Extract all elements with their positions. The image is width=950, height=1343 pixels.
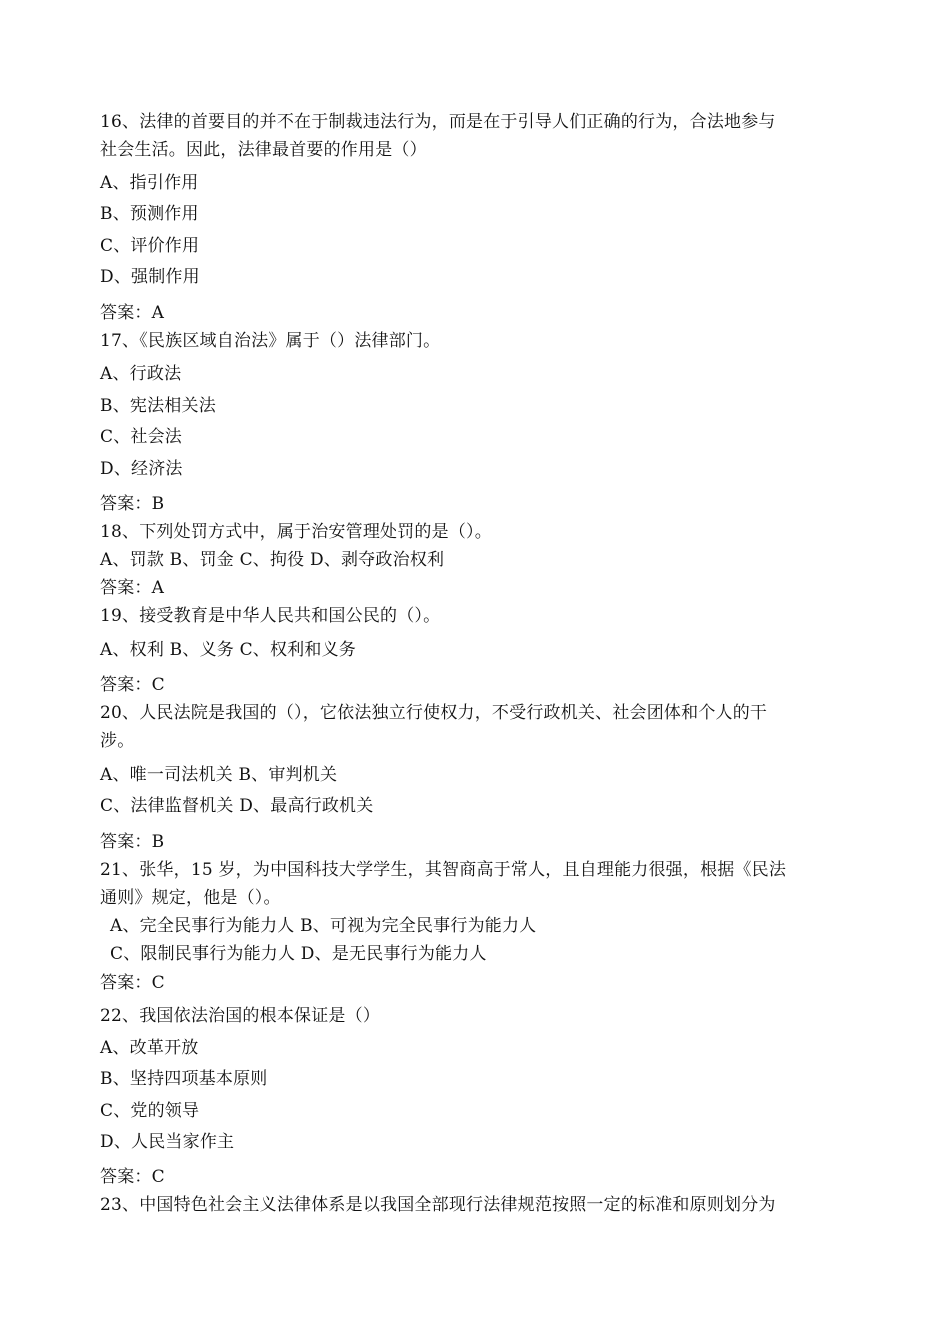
question-21-stem: 21、张华，15 岁，为中国科技大学学生，其智商高于常人，且自理能力很强，根据《民法 [100,860,787,880]
question-22-answer: 答案：C [100,1167,165,1187]
question-16-option: A、指引作用 [100,173,199,193]
question-20-stem: 涉。 [100,731,135,751]
question-17-stem: 17、《民族区域自治法》属于（）法律部门。 [100,331,441,351]
question-16-answer: 答案：A [100,303,165,323]
question-16-stem: 16、法律的首要目的并不在于制裁违法行为，而是在于引导人们正确的行为，合法地参与 [100,112,776,132]
question-20-answer: 答案：B [100,832,165,852]
question-16-stem: 社会生活。因此，法律最首要的作用是（） [100,140,427,160]
question-20-option: A、唯一司法机关 B、审判机关 [100,765,338,785]
question-16-option: D、强制作用 [100,267,200,287]
question-18-answer: 答案：A [100,578,165,598]
question-19-stem: 19、接受教育是中华人民共和国公民的（）。 [100,606,441,626]
question-16-option: C、评价作用 [100,236,200,256]
question-20-option: C、法律监督机关 D、最高行政机关 [100,796,374,816]
question-17-answer: 答案：B [100,494,165,514]
question-22-option: B、坚持四项基本原则 [100,1069,268,1089]
question-20-stem: 20、人民法院是我国的（），它依法独立行使权力，不受行政机关、社会团体和个人的干 [100,703,768,723]
question-21-answer: 答案：C [100,973,165,993]
question-19-option: A、权利 B、义务 C、权利和义务 [100,640,356,660]
question-21-option: C、限制民事行为能力人 D、是无民事行为能力人 [110,944,487,964]
question-16-option: B、预测作用 [100,204,199,224]
question-18-stem: 18、下列处罚方式中，属于治安管理处罚的是（）。 [100,522,492,542]
question-18-option: A、罚款 B、罚金 C、拘役 D、剥夺政治权利 [100,550,445,570]
question-17-option: C、社会法 [100,427,183,447]
question-17-option: D、经济法 [100,459,183,479]
question-17-option: B、宪法相关法 [100,396,216,416]
question-21-stem: 通则》规定，他是（）。 [100,888,281,908]
question-22-stem: 22、我国依法治国的根本保证是（） [100,1006,381,1026]
question-19-answer: 答案：C [100,675,165,695]
question-23-stem: 23、中国特色社会主义法律体系是以我国全部现行法律规范按照一定的标准和原则划分为 [100,1195,776,1215]
question-22-option: A、改革开放 [100,1038,199,1058]
question-17-option: A、行政法 [100,364,182,384]
question-22-option: C、党的领导 [100,1101,200,1121]
question-22-option: D、人民当家作主 [100,1132,235,1152]
question-21-option: A、完全民事行为能力人 B、可视为完全民事行为能力人 [110,916,537,936]
